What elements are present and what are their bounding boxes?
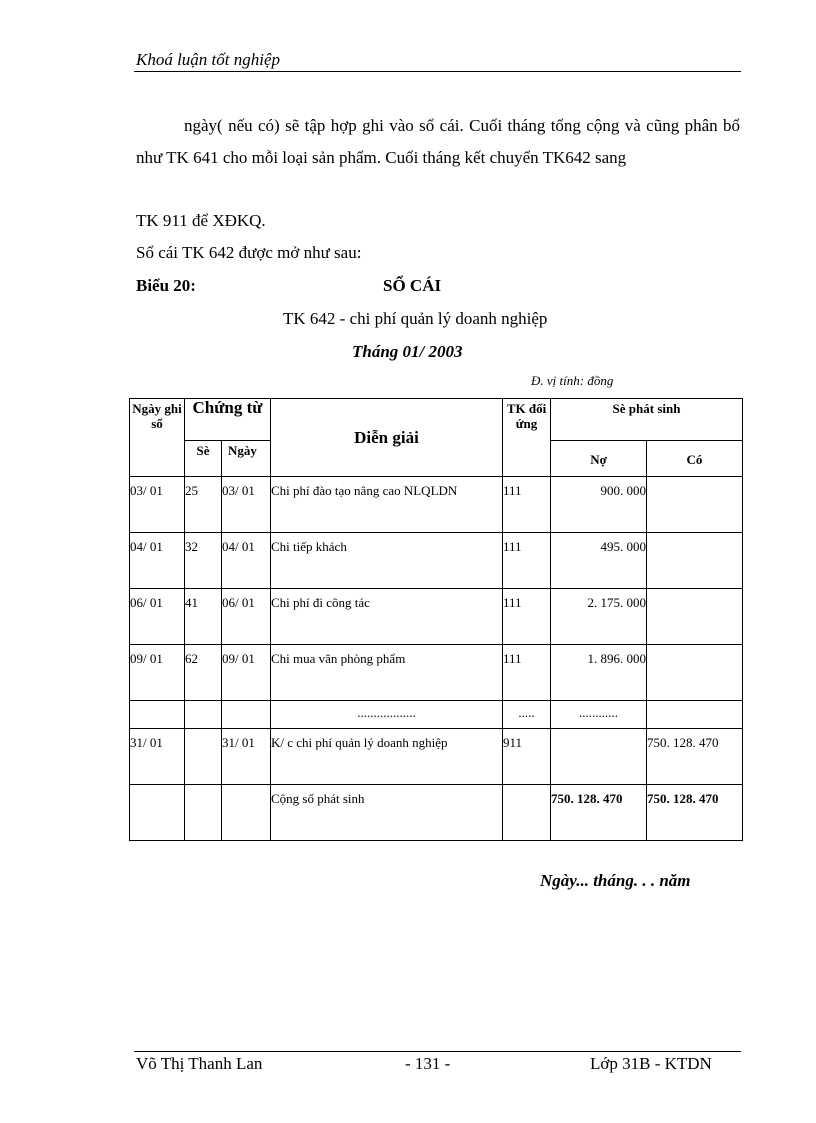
cell-no: 2. 175. 000 (551, 589, 647, 645)
period: Tháng 01/ 2003 (352, 342, 463, 361)
cell-ngay-ghi: 04/ 01 (130, 533, 185, 589)
table-row (130, 533, 743, 589)
cell-ngay-ghi: 03/ 01 (130, 477, 185, 533)
cell-co (647, 477, 743, 533)
cell-ngay: 06/ 01 (222, 589, 271, 645)
col-ngay: Ngày (222, 441, 271, 477)
table-row (130, 477, 743, 533)
exhibit-label: Biểu 20: (136, 276, 196, 295)
cell-so (185, 701, 222, 729)
cell-ngay: 03/ 01 (222, 477, 271, 533)
cell-ngay-ghi (130, 785, 185, 841)
cell-dien-giai: Chi tiếp khách (271, 533, 503, 589)
cell-tk: 111 (503, 477, 551, 533)
paragraph-1: ngày( nếu có) sẽ tập hợp ghi vào sổ cái. Cuối tháng tổng cộng và cũng phân bổ như TK 641 cho mỗi loại sản phẩm. Cuối tháng kết chuyển TK642 sang (136, 116, 740, 167)
cell-co: 750. 128. 470 (647, 729, 743, 785)
unit-note: Đ. vị tính: đồng (531, 373, 614, 388)
col-dien-giai: Diễn giải (271, 399, 503, 477)
total-label: Cộng số phát sinh (271, 785, 503, 841)
ledger-table (129, 398, 743, 841)
cell-no: 1. 896. 000 (551, 645, 647, 701)
table-row (130, 589, 743, 645)
cell-no: 495. 000 (551, 533, 647, 589)
cell-ngay-ghi: 06/ 01 (130, 589, 185, 645)
ledger-title: SỔ CÁI (383, 276, 442, 295)
cell-so (185, 729, 222, 785)
cell-dien-giai: Chi phí đào tạo nâng cao NLQLDN (271, 477, 503, 533)
page-number: - 131 - (405, 1054, 451, 1073)
table-total-row (130, 785, 743, 841)
cell-tk: 111 (503, 533, 551, 589)
cell-dien-giai: Chi phí đi công tác (271, 589, 503, 645)
cell-tk: ..... (503, 701, 551, 729)
table-row (130, 729, 743, 785)
cell-so: 41 (185, 589, 222, 645)
header-rule (134, 71, 741, 72)
paragraph-3: Sổ cái TK 642 được mở như sau: (136, 243, 362, 262)
col-chung-tu: Chứng từ (185, 399, 271, 441)
cell-ngay (222, 701, 271, 729)
cell-no: 900. 000 (551, 477, 647, 533)
cell-no (551, 729, 647, 785)
col-no: Nợ (551, 441, 647, 477)
cell-so: 62 (185, 645, 222, 701)
col-ngay-ghi-so: Ngày ghi sổ (130, 399, 185, 477)
cell-no: ............ (551, 701, 647, 729)
col-so-phat-sinh: Sè phát sinh (551, 399, 743, 441)
footer-author: Võ Thị Thanh Lan (136, 1054, 263, 1073)
cell-tk: 111 (503, 645, 551, 701)
footer-rule (134, 1051, 741, 1052)
cell-ngay: 04/ 01 (222, 533, 271, 589)
cell-co (647, 645, 743, 701)
total-co: 750. 128. 470 (647, 785, 743, 841)
cell-co (647, 701, 743, 729)
col-se: Sè (185, 441, 222, 477)
cell-ngay-ghi (130, 701, 185, 729)
col-tk-doi-ung: TK đối ứng (503, 399, 551, 477)
paragraph-2: TK 911 để XĐKQ. (136, 211, 266, 230)
cell-ngay-ghi: 31/ 01 (130, 729, 185, 785)
cell-tk (503, 785, 551, 841)
account-title: TK 642 - chi phí quản lý doanh nghiệp (283, 309, 548, 328)
cell-tk: 111 (503, 589, 551, 645)
cell-tk: 911 (503, 729, 551, 785)
table-row-ellipsis (130, 701, 743, 729)
cell-so: 32 (185, 533, 222, 589)
cell-dien-giai: K/ c chi phí quản lý doanh nghiệp (271, 729, 503, 785)
cell-ngay: 31/ 01 (222, 729, 271, 785)
signature-date: Ngày... tháng. . . năm (540, 871, 691, 890)
cell-co (647, 589, 743, 645)
cell-dien-giai: Chi mua văn phòng phẩm (271, 645, 503, 701)
running-header: Khoá luận tốt nghiệp (136, 50, 281, 69)
cell-ngay-ghi: 09/ 01 (130, 645, 185, 701)
cell-so: 25 (185, 477, 222, 533)
footer-class: Lớp 31B - KTDN (590, 1054, 712, 1073)
cell-co (647, 533, 743, 589)
cell-ngay: 09/ 01 (222, 645, 271, 701)
table-row (130, 645, 743, 701)
col-co: Có (647, 441, 743, 477)
cell-dien-giai: .................. (271, 701, 503, 729)
cell-ngay (222, 785, 271, 841)
cell-so (185, 785, 222, 841)
table-header-row (130, 399, 743, 441)
total-no: 750. 128. 470 (551, 785, 647, 841)
